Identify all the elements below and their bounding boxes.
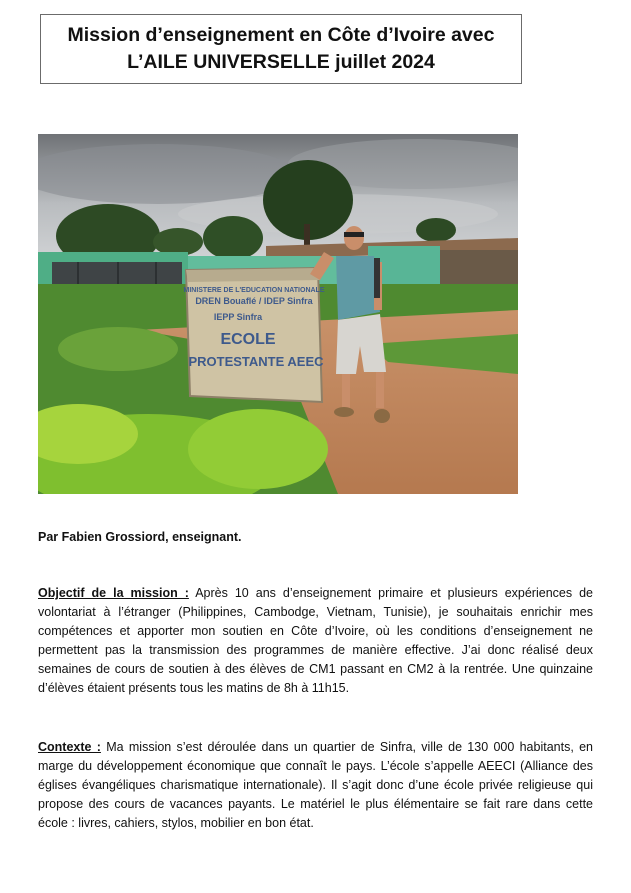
school-photo [38,134,518,494]
objectif-paragraph [38,584,593,698]
objectif-text: Après 10 ans d’enseignement primaire et plusieurs expériences de volontariat à l’étranger (Philippines, Cambodge, Vietnam, Tunisie), je souhaitais enrichir mes compétences et apporter mon soutien en Côte d’Ivoire, où les conditions d’enseignement ne permettent pas la transmission des programmes de manière effective. J’ai donc réalisé deux semaines de cours de soutien à des élèves de CM1 passant en CM2 à la rentrée. Une quinzaine d’élèves étaient présents tous les matins de 8h à 11h15. [38,586,593,695]
sign-line-1: MINISTERE DE L'EDUCATION NATIONALE [183,287,325,294]
byline: Par Fabien Grossiord, enseignant. [38,530,242,544]
sign-line-2: DREN Bouaflé / IDEP Sinfra [195,296,313,306]
objectif-label: Objectif de la mission : [38,586,189,600]
title-line-1: Mission d’enseignement en Côte d’Ivoire avec [67,24,495,46]
sign-line-3: IEPP Sinfra [213,312,263,322]
contexte-label: Contexte : [38,740,101,754]
title-line-2: L’AILE UNIVERSELLE juillet 2024 [127,51,435,73]
title-box [40,14,522,84]
contexte-paragraph [38,738,593,833]
sign-line-5: PROTESTANTE AEEC [188,354,324,369]
sign-line-4: ECOLE [220,331,276,348]
contexte-text: Ma mission s’est déroulée dans un quartier de Sinfra, ville de 130 000 habitants, en marge du développement économique que connaît le pays. L’école s’appelle AEECI (Alliance des églises évangéliques charismatique internationale). Il s’agit donc d’une école privée religieuse qui propose des cours de vacances payants. Le matériel le plus élémentaire se fait rare dans cette école : livres, cahiers, stylos, mobilier en bon état. [38,740,593,830]
